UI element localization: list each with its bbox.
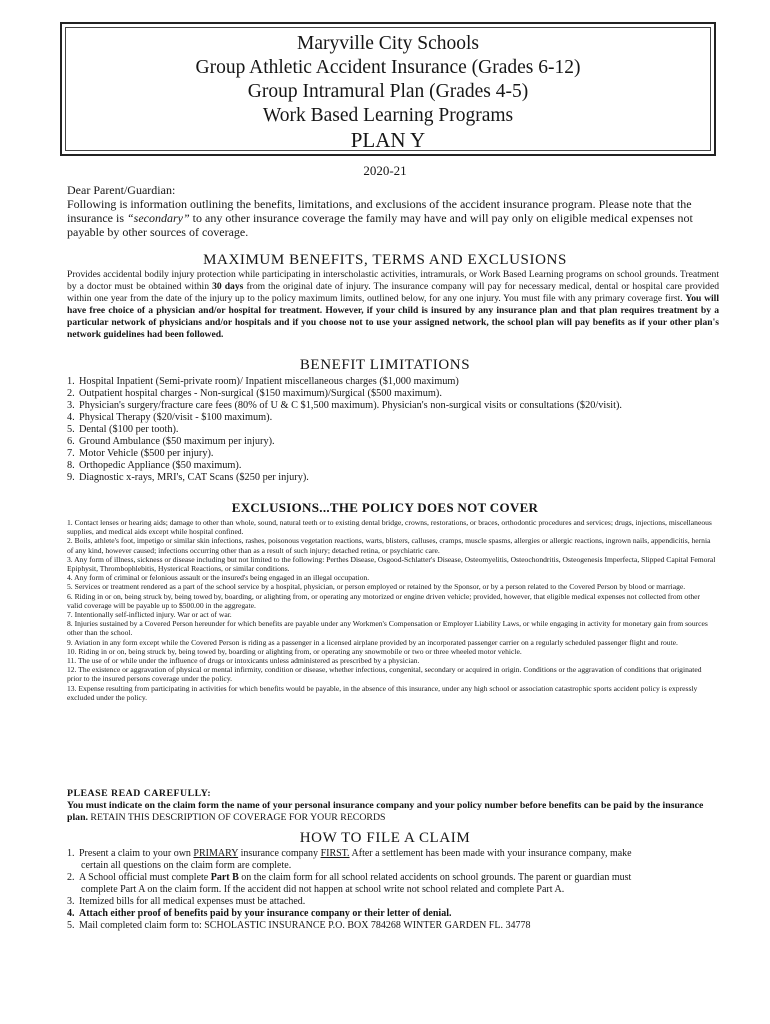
claim-step: 2. A School official must complete Part B on the claim form for all school related accidents on school grounds. The parent or guardian must complete Part A on the claim form. If the accident did not happen at school write not school related and complete Part A.: [67, 872, 632, 895]
exclusion-item: 10. Riding in or on, being struck by, being towed by, boarding or alighting from, or operating any snowmobile or two or three wheeled motor vehicle.: [67, 646, 522, 656]
program-title-athletic: Group Athletic Accident Insurance (Grades 6-12): [195, 57, 581, 78]
exclusion-item: 13. Expense resulting from participating in activities for which benefits would be payable, in the absence of this insurance, under any high school or association catastrophic sports accident policy is expressly excluded under the policy.: [67, 683, 698, 702]
intro-paragraph: [67, 183, 717, 239]
maximum-text-1: Provides accidental bodily injury protection while participating in interscholastic activities, intramurals, or Work Based Learning programs on school grounds. Treatment by a doctor must be obtained within: [67, 269, 719, 292]
maximum-bold-text: You will have free choice of a physician and/or hospital for treatment. However, if your child is insured by any insurance plan and that plan requires treatment by a particular network of physicians and/or hospitals and if you choose not to use your assigned network, the school plan will pay benefits as if your other plan's network guidelines had been followed.: [67, 293, 720, 340]
intro-text-1: Following is information outlining the benefits, limitations, and exclusions of the accident insurance program. Please note that the insurance is: [67, 197, 692, 225]
limitations-list: [67, 376, 622, 484]
exclusion-item: 3. Any form of illness, sickness or disease including but not limited to the following: Perthes Disease, Osgood-Schlatter's Disease, Osteomyelitis, Osteochondritis, Osteogenesis Imperfecta, Slipped Capital Femoral Epiphysit, Thrombophlebitis, Hysterical Reactions, or similar conditions.: [67, 554, 716, 574]
exclusion-item: 9. Aviation in any form except while the Covered Person is riding as a passenger in a licensed airplane provided by an incorporated passenger carrier on a regularly scheduled passenger flight and route.: [67, 637, 678, 647]
exclusions-heading: EXCLUSIONS...THE POLICY DOES NOT COVER: [231, 500, 539, 515]
please-read-bold: You must indicate on the claim form the name of your personal insurance company and your policy number before benefits can be paid by the insurance plan.: [67, 800, 704, 823]
limitation-item: 2. Outpatient hospital charges - Non-surgical ($150 maximum)/Surgical ($500 maximum).: [67, 388, 442, 399]
limitation-item: 7. Motor Vehicle ($500 per injury).: [67, 448, 214, 459]
claim-step: 1. Present a claim to your own PRIMARY insurance company FIRST. After a settlement has been made with your insurance company, make certain all questions on the claim form are complete.: [67, 848, 632, 871]
exclusion-item: 12. The existence or aggravation of physical or mental infirmity, condition or disease, whether infectious, congenital, secondary or acquired in origin. Conditions or the aggravation of conditions that originated prior to the insured persons coverage under the policy.: [67, 665, 702, 684]
limitation-item: 3. Physician's surgery/fracture care fees (80% of U & C $1,500 maximum). Physician's non-surgical visits or consultations ($20/visit).: [67, 400, 622, 411]
claim-heading: HOW TO FILE A CLAIM: [299, 830, 471, 846]
program-title-work-based: Work Based Learning Programs: [262, 105, 514, 126]
intro-text-2: to any other insurance coverage the family may have and will pay only on eligible medical expenses not payable by other sources of coverage.: [67, 211, 693, 239]
exclusion-item: 1. Contact lenses or hearing aids; damage to other than whole, sound, natural teeth or to existing dental bridge, crowns, restorations, or braces, orthodontic procedures and services; drugs, injections, miscellaneous supplies, and medical aids except while hospital confined.: [67, 518, 712, 537]
claim-step: 4. Attach either proof of benefits paid by your insurance company or their letter of denial.: [67, 908, 452, 919]
limitation-item: 9. Diagnostic x-rays, MRI's, CAT Scans ($250 per injury).: [67, 472, 309, 483]
claim-steps-list: [67, 848, 717, 932]
header-box: [60, 22, 716, 156]
limitation-item: 6. Ground Ambulance ($50 maximum per injury).: [67, 436, 275, 447]
limitation-item: 4. Physical Therapy ($20/visit - $100 maximum).: [67, 412, 273, 423]
program-title-intramural: Group Intramural Plan (Grades 4-5): [247, 81, 529, 102]
plan-name: PLAN Y: [350, 128, 426, 152]
limitation-item: 5. Dental ($100 per tooth).: [67, 424, 179, 435]
maximum-text: [67, 269, 719, 341]
limitation-item: 1. Hospital Inpatient (Semi-private room)/ Inpatient miscellaneous charges ($1,000 maximum): [67, 376, 459, 387]
district-name: Maryville City Schools: [297, 33, 479, 54]
claim-step: 5. Mail completed claim form to: SCHOLASTIC INSURANCE P.O. BOX 784268 WINTER GARDEN FL. 34778: [67, 920, 531, 931]
please-read-section: [67, 788, 717, 824]
school-year: 2020-21: [363, 163, 407, 178]
limitations-heading: BENEFIT LIMITATIONS: [299, 357, 471, 373]
maximum-text-2: from the original date of injury. The insurance company will pay for necessary medical, dental or hospital care provided within one year from the date of the injury up to the policy maximum limits, outlined below, for any one injury. You must file with any primary coverage first.: [67, 281, 719, 304]
exclusion-item: 6. Riding in or on, being struck by, being towed by, boarding, or alighting from, or operating any motorized or engine driven vehicle; provided, however, that eligible medical expenses not collected from other valid coverage will be payable up to $500.00 in the aggregate.: [67, 591, 701, 610]
intro-secondary: “secondary”: [126, 211, 190, 225]
maximum-heading: MAXIMUM BENEFITS, TERMS AND EXCLUSIONS: [203, 252, 567, 268]
please-read-retain: RETAIN THIS DESCRIPTION OF COVERAGE FOR YOUR RECORDS: [87, 812, 386, 823]
please-read-heading: PLEASE READ CAREFULLY:: [67, 788, 212, 799]
claim-step: 3. Itemized bills for all medical expenses must be attached.: [67, 896, 306, 907]
exclusion-item: 8. Injuries sustained by a Covered Person hereunder for which benefits are payable under any Workmen's Compensation or Employer Liability Laws, or while engaging in activity for monetary gain from sources other than the school.: [67, 619, 708, 638]
exclusion-item: 11. The use of or while under the influence of drugs or intoxicants unless administered as prescribed by a physician.: [67, 656, 420, 666]
maximum-days: 30 days: [212, 281, 244, 292]
exclusions-list: [67, 518, 717, 702]
limitation-item: 8. Orthopedic Appliance ($50 maximum).: [67, 460, 242, 471]
exclusion-item: 5. Services or treatment rendered as a part of the school service by a hospital, physician, or person employed or retained by the Sponsor, or by a person related to the Covered Person by blood or marriage.: [67, 582, 686, 592]
exclusion-item: 7. Intentionally self-inflicted injury. War or act of war.: [67, 610, 232, 620]
greeting: Dear Parent/Guardian:: [67, 183, 176, 197]
intro-body: [67, 197, 717, 239]
exclusion-item: 2. Boils, athlete's foot, impetigo or similar skin infections, rashes, poisonous vegetation reactions, warts, blisters, calluses, cramps, muscle spasms, allergies or allergic reactions, ingrown nails, appendicitis, hernia of any kind, however caused; infections occurring other than as a result of such injury; detached retina, or psychiatric care.: [67, 536, 711, 555]
exclusion-item: 4. Any form of criminal or felonious assault or the insured's being engaged in an illegal occupation.: [67, 573, 370, 583]
